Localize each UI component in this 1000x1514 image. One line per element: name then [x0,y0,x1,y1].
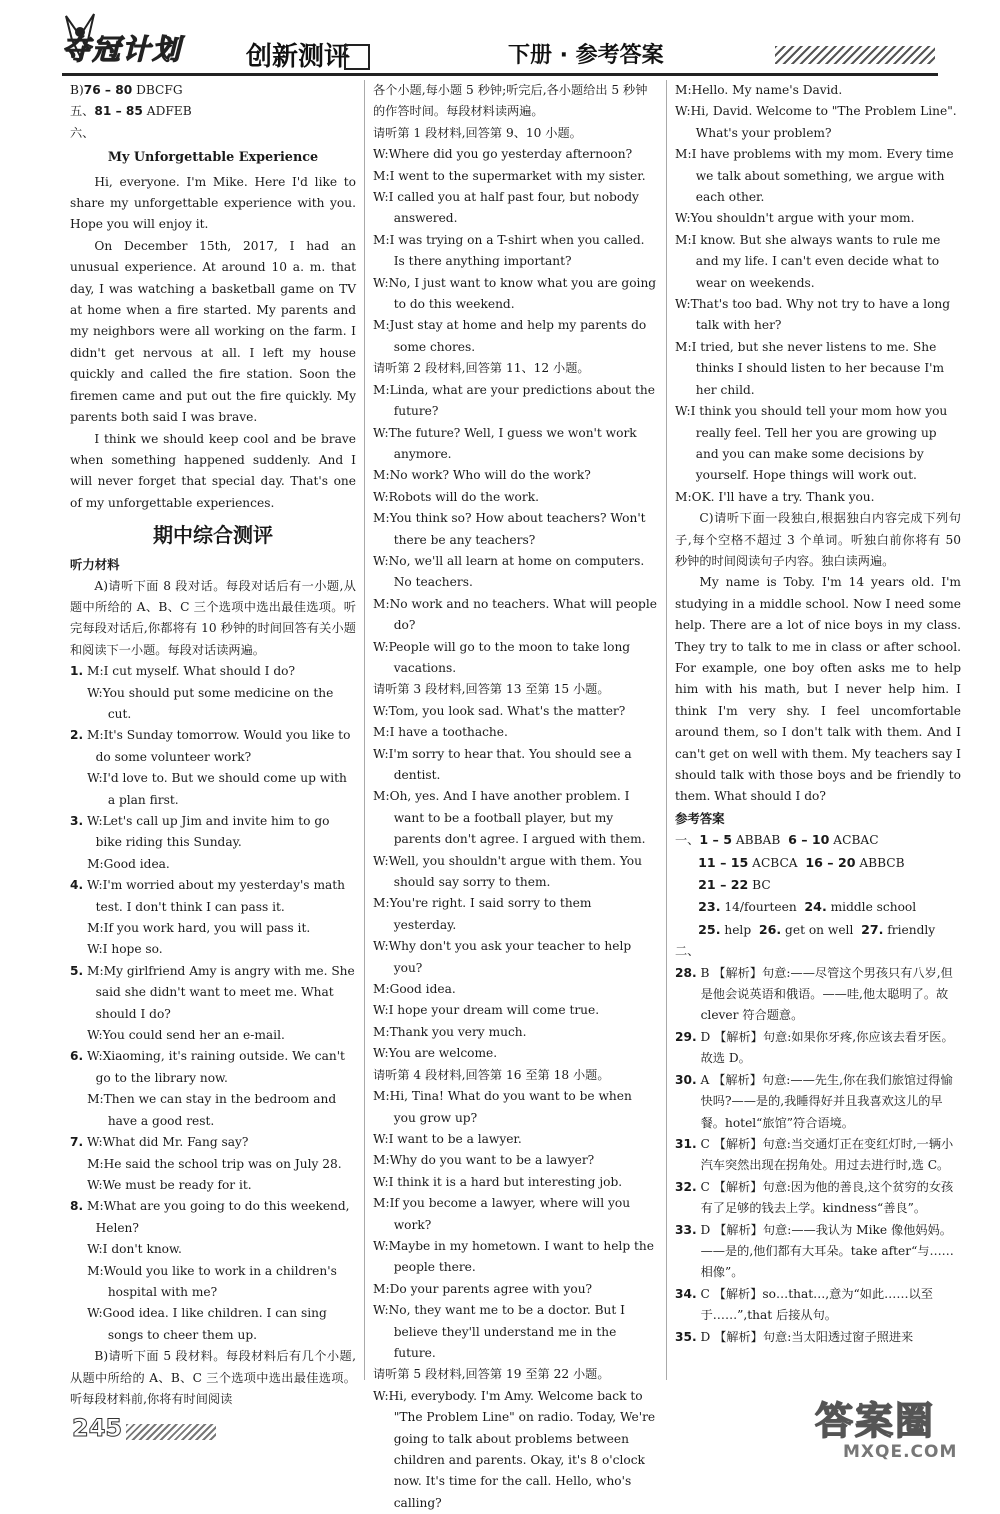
explanation-number: 32. [675,1179,697,1194]
dialog-line: W:I called you at half past four, but nobody answered. [373,190,639,226]
dialog-line [70,661,356,682]
answer-number: 26. [758,921,782,937]
dialog-text: M:What are you going to do this weekend, Helen? [87,1199,350,1235]
explanation-text: C 【解析】so…that…,意为“如此……以至于……”,that 后接从句。 [700,1286,933,1323]
dialog-text: W:I'd love to. But we should come up with a plan first. [87,771,347,807]
dialog-line: W:I hope your dream will come true. [373,1003,600,1018]
explanation-number: 35. [675,1329,697,1344]
explanation-list [675,963,961,1348]
brand-title: 创新测评 [246,42,351,72]
dialog-line [70,1303,356,1346]
explanation-text: A 【解析】句意:——先生,你在我们旅馆过得愉快吗?——是的,我睡得好并且我喜欢这儿的早餐。hotel“旅馆”符合语境。 [700,1072,953,1130]
dialog-text: W:Good idea. I like children. I can sing songs to cheer them up. [87,1306,327,1342]
dialog-text: M:He said the school trip was on July 28. [87,1156,342,1171]
answer-number: 25. [698,921,721,937]
answer-row [675,919,961,941]
dialog-text: W:We must be ready for it. [87,1177,252,1192]
dialog-line: W:I think it is a hard but interesting job. [373,1174,623,1189]
dialog-text: W:You should put some medicine on the cut. [87,685,334,721]
answer-prefix [780,833,788,847]
answer-line: B)76 – 80 DBCFG [70,83,183,97]
explanation-number: 34. [675,1286,697,1301]
explanation-item [675,1070,961,1134]
dialog-number: 6. [70,1049,84,1064]
answer-row [675,852,961,874]
answer-value: friendly [883,922,936,937]
explanation-text: D 【解析】句意:当太阳透过窗子照进来 [700,1329,914,1344]
explanation-item [675,1134,961,1177]
dialog-text: M:I cut myself. What should I do? [87,664,295,679]
dialog-line: W:You are welcome. [373,1046,498,1061]
dialog-line [70,811,356,854]
explanation-number: 28. [675,965,697,980]
answer-number: 24. [804,899,827,915]
answer-row [675,829,961,851]
dialog-line [70,1196,356,1239]
part-c-instructions: C)请听下面一段独白,根据独白内容完成下列句子,每个空格不超过 3 个单词。听独白前你将有 50 秒钟的时间阅读句子内容。独白读两遍。 [675,511,961,568]
answer-prefix [751,923,759,937]
watermark: 答案圈 MXQE.COM [815,1399,958,1462]
dialog-line: M:I have a toothache. [373,725,508,740]
dialog-line: M:Why do you want to be a lawyer? [373,1153,595,1168]
dialog-line: M:I know. But she always wants to rule me and my life. I can't even decide what to wear on weekends. [675,232,941,290]
column-divider [364,80,365,1380]
answer-value: help [720,922,752,937]
dialog-line [70,918,356,939]
essay-paragraph: Hi, everyone. I'm Mike. Here I'd like to share my unforgettable experience with you. Hope you will enjoy it. [70,174,356,232]
explanation-item [675,1284,961,1327]
dialog-line [70,1132,356,1153]
dialog-line: W:Well, you shouldn't argue with them. You should say sorry to them. [373,853,642,890]
dialog-number: 5. [70,963,84,978]
part-a-instructions: A)请听下面 8 段对话。每段对话后有一小题,从题中所给的 A、B、C 三个选项中选出最佳选项。听完每段对话后,你都将有 10 秒钟的时间回答有关小题和阅读下一小题。每段对话读两遍。 [70,578,356,657]
dialog-line: W:Maybe in my hometown. I want to help the people there. [373,1238,654,1275]
dialog-line: M:You're right. I said sorry to them yesterday. [373,896,592,932]
column-left [70,80,356,1410]
answer-row [675,874,961,896]
header-hatch-decoration [775,46,935,64]
dialog-text: M:Then we can stay in the bedroom and have a good rest. [87,1092,337,1128]
section-title: 下册 · 参考答案 [508,43,664,68]
dialog-line: W:Hi, David. Welcome to "The Problem Line". What's your problem? [675,104,957,140]
dialog-lines [675,80,961,508]
explanation-number: 33. [675,1222,697,1237]
column-divider [666,80,667,1380]
answer-row [675,896,961,918]
dialog-line: M:Linda, what are your predictions about the future? [373,382,655,419]
dialog-line [70,1089,356,1132]
answer-number: 27. [861,921,884,937]
page-number: 245 [66,1412,156,1448]
explanation-item [675,1177,961,1220]
dialog-line [70,854,356,875]
dialog-line: W:No, I just want to know what you are going to do this weekend. [373,275,657,312]
material-heading: 请听第 3 段材料,回答第 13 至第 15 小题。 [373,682,610,697]
dialog-line [70,939,356,960]
dialog-line [70,1046,356,1089]
dialog-line: W:I want to be a lawyer. [373,1131,522,1146]
explanation-text: D 【解析】句意:如果你牙疼,你应该去看牙医。故选 D。 [700,1029,954,1066]
dialog-line [70,725,356,768]
column-middle [373,80,657,1514]
part-b-instructions: B)请听下面 5 段材料。每段材料后有几个小题,从题中所给的 A、B、C 三个选项中选出最佳选项。听每段材料前,你将有时间阅读 [70,1349,356,1406]
dialog-line [70,1025,356,1046]
dialog-text: W:You could send her an e-mail. [87,1028,285,1043]
dialog-line: W:You shouldn't argue with your mom. [675,211,915,226]
dialog-number: 4. [70,878,84,893]
dialog-line: M:Hi, Tina! What do you want to be when you grow up? [373,1089,632,1125]
dialog-line: W:I'm sorry to hear that. You should see a dentist. [373,746,632,782]
part-b-instructions-cont: 各个小题,每小题 5 秒钟;听完后,各小题给出 5 秒钟的作答时间。每段材料读两遍。 [373,83,648,119]
section-two-label: 二、 [675,944,700,959]
dialog-line: W:People will go to the moon to take long vacations. [373,639,631,675]
dialog-line: M:You think so? How about teachers? Won't there be any teachers? [373,511,646,547]
dialog-line: M:No work and no teachers. What will people do? [373,596,657,633]
dialog-line: W:Hi, everybody. I'm Amy. Welcome back to "The Problem Line" on radio. Today, We're going to talk about problems between children and parents. Okay, it's 8 o'clock now. It's time for the call. Hello, who's calling? [373,1388,656,1510]
dialog-text: W:I'm worried about my yesterday's math test. I don't think I can pass it. [87,878,346,914]
dialog-line [70,683,356,726]
explanation-item [675,963,961,1027]
dialog-line: W:That's too bad. Why not try to have a long talk with her? [675,297,951,333]
answer-number: 6 – 10 [788,832,830,848]
answer-value: ACBAC [829,833,879,848]
column-right [675,80,961,1348]
dialog-line [70,1261,356,1304]
dialog-text: W:I hope so. [87,942,163,957]
dialog-line [70,1239,356,1260]
dialog-number: 2. [70,728,84,743]
dialog-line: M:OK. I'll have a try. Thank you. [675,489,875,504]
essay-paragraph: On December 15th, 2017, I had an unusual experience. At around 10 a. m. that day, I was watching a basketball game on TV at home when a fire started. My parents and my neighbors were all working on the farm. I didn't get nervous at all. I left my house quickly and called the fire station. Soon the firemen came and put out the fire quickly. My parents both said I was brave. [70,238,356,425]
material-heading: 请听第 1 段材料,回答第 9、10 小题。 [373,125,582,140]
dialog-line [70,875,356,918]
dialog-text: M:It's Sunday tomorrow. Would you like to do some volunteer work? [87,728,351,764]
dialog-text: M:Would you like to work in a children's hospital with me? [87,1263,337,1299]
dialog-line: W:Robots will do the work. [373,489,539,504]
material-heading: 请听第 4 段材料,回答第 16 至第 18 小题。 [373,1067,610,1082]
dialog-line: M:I was trying on a T-shirt when you called. Is there anything important? [373,232,645,269]
dialog-text: M:My girlfriend Amy is angry with me. She said she didn't want to meet me. What should I do? [87,963,355,1021]
dialog-line: M:Good idea. [373,982,456,997]
dialog-line: W:Tom, you look sad. What's the matter? [373,703,626,718]
dialog-number: 1. [70,664,84,679]
dialog-line: M:Do your parents agree with you? [373,1281,593,1296]
dialog-line: M:I have problems with my mom. Every time we talk about something, we argue with each other. [675,147,954,205]
answer-number: 1 – 5 [699,832,732,848]
answer-number: 21 – 22 [698,877,749,893]
dialog-line [70,961,356,1025]
answer-value: get on well [781,922,854,937]
dialog-text: M:If you work hard, you will pass it. [87,921,311,936]
dialog-line: M:Hello. My name's David. [675,83,843,97]
dialog-line: W:No, we'll all learn at home on computers. No teachers. [373,553,645,590]
essay-title: My Unforgettable Experience [107,150,319,166]
explanation-number: 29. [675,1029,697,1044]
dialog-line: M:If you become a lawyer, where will you work? [373,1196,631,1232]
dialog-number: 3. [70,814,84,828]
dialog-list [70,661,356,1346]
material-heading: 请听第 2 段材料,回答第 11、12 小题。 [373,361,590,376]
answer-value: ACBCA [748,855,798,870]
answer-value: 14/fourteen [720,900,797,915]
explanation-text: C 【解析】句意:当交通灯正在变红灯时,一辆小汽车突然出现在拐角处。用过去进行时,选 C。 [700,1136,954,1173]
essay-paragraph: I think we should keep cool and be brave when something happened suddenly. And I will never forget that special day. That's one of my unforgettable experiences. [70,431,356,510]
dialog-line [70,1175,356,1196]
checkbox-logo-icon [344,44,370,70]
answer-prefix [853,923,861,937]
dialog-line: W:I think you should tell your mom how you really feel. Tell her you are growing up and you can make some decisions by yourself. Hope things will work out. [675,404,948,483]
dialog-line: M:I tried, but she never listens to me. She thinks I should listen to her because I'm her child. [675,339,945,397]
explanation-text: D 【解析】句意:——我认为 Mike 像他妈妈。——是的,他们都有大耳朵。take after“与……相像”。 [700,1222,954,1280]
dialog-text: W:Let's call up Jim and invite him to go bike riding this Sunday. [87,814,330,850]
section-six-label: 六、 [70,125,95,140]
dialog-line: W:Why don't you ask your teacher to help you? [373,939,632,975]
dialog-line [70,768,356,811]
dialog-line: M:I went to the supermarket with my sister. [373,168,646,183]
material-heading: 请听第 5 段材料,回答第 19 至第 22 小题。 [373,1367,610,1382]
explanation-item [675,1327,961,1348]
dialog-line: W:The future? Well, I guess we won't work anymore. [373,425,637,461]
answer-value: middle school [826,900,917,915]
answer-number: 11 – 15 [698,854,749,870]
dialog-line: W:No, they want me to be a doctor. But I believe they'll understand me in the future. [373,1303,625,1360]
answer-prefix: 一、 [675,833,700,848]
explanation-text: C 【解析】句意:因为他的善良,这个贫穷的女孩有了足够的钱去上学。kindness“善良”。 [700,1179,954,1216]
monologue-text: My name is Toby. I'm 14 years old. I'm studying in a middle school. Now I need some help. There are a lot of nice boys in my class. They try to talk to me in class or after school. For example, one boy often asks me to help him with his math, but I never help him. I think I'm very shy. I feel uncomfortable around them, so I don't talk with them. And I can't get on well with them. My teachers say I should talk with those boys and be friendly to them. What should I do? [675,575,961,804]
dialog-line: M:Oh, yes. And I have another problem. I want to be a football player, but my parents don't agree. I argued with them. [373,789,646,847]
dialog-line: W:Where did you go yesterday afternoon? [373,147,633,162]
answer-number: 16 – 20 [805,854,856,870]
dialog-line [70,1154,356,1175]
answer-value: ABBAB [731,833,781,848]
explanation-item [675,1027,961,1070]
explanation-item [675,1220,961,1284]
header-rule [62,73,938,76]
page-header [0,0,1000,84]
answers-label: 参考答案 [675,810,725,826]
test-title: 期中综合测评 [153,523,273,548]
answer-key [675,829,961,941]
dialog-text: M:Good idea. [87,856,170,871]
dialog-line: M:Thank you very much. [373,1024,527,1039]
explanation-text: B 【解析】句意:——尽管这个男孩只有八岁,但是他会说英语和俄语。——哇,他太聪明了。故 clever 符合题意。 [700,965,953,1023]
dialog-text: W:I don't know. [87,1242,182,1257]
dialog-number: 7. [70,1135,84,1150]
answer-number: 23. [698,899,721,915]
answer-value: ABBCB [855,855,905,870]
dialog-text: W:What did Mr. Fang say? [87,1135,249,1150]
answer-value: BC [748,878,771,893]
explanation-number: 31. [675,1136,697,1151]
explanation-number: 30. [675,1072,697,1087]
dialog-number: 8. [70,1199,84,1214]
dialog-line: M:No work? Who will do the work? [373,468,591,483]
dialog-line: M:Just stay at home and help my parents do some chores. [373,318,647,354]
listening-label: 听力材料 [70,557,120,573]
answer-line: 五、81 – 85 ADFEB [70,104,192,119]
logo-text: 夺冠计划 [62,33,183,66]
material-list [373,123,657,1514]
dialog-text: W:Xiaoming, it's raining outside. We can't go to the library now. [87,1049,345,1085]
